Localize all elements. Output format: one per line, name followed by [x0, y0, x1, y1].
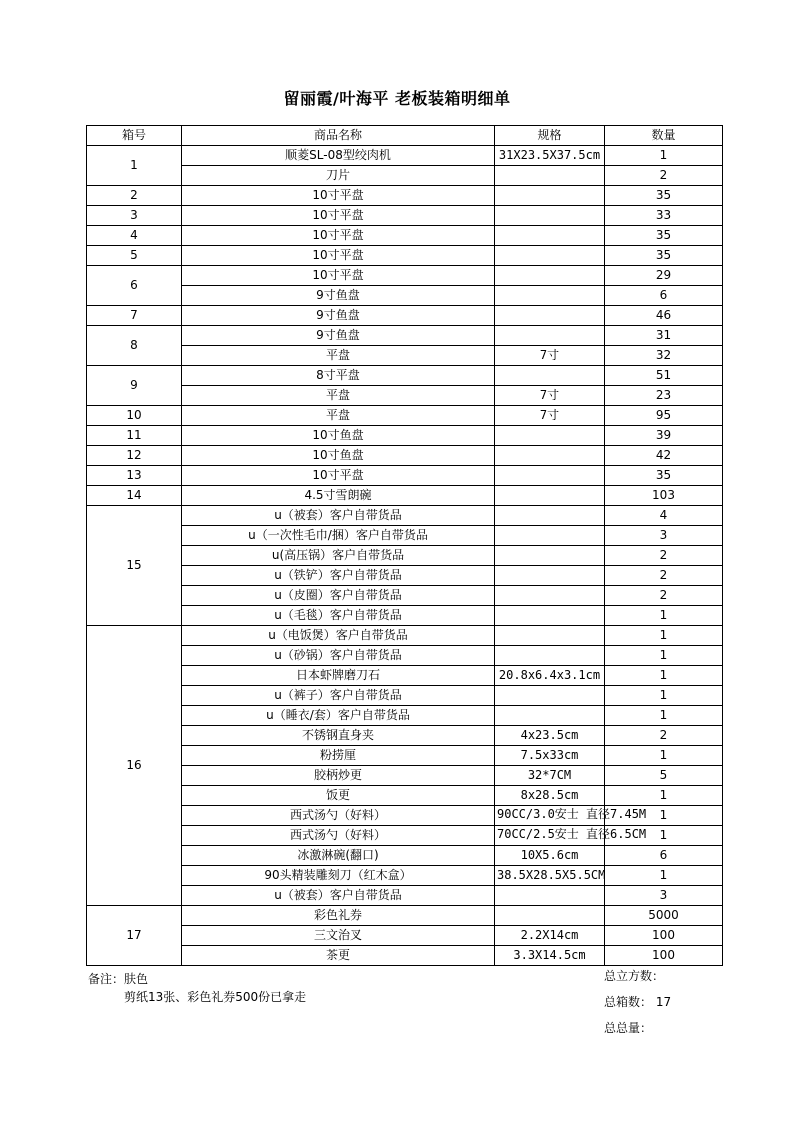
item-spec-cell [495, 886, 605, 906]
item-spec-cell: 7寸 [495, 346, 605, 366]
table-row [87, 346, 723, 366]
item-qty-cell: 1 [605, 826, 723, 846]
item-spec-cell [495, 466, 605, 486]
item-qty-cell: 2 [605, 166, 723, 186]
table-row [87, 506, 723, 526]
item-name-cell: 西式汤勺（好料） [182, 806, 495, 826]
table-row [87, 366, 723, 386]
item-spec-cell [495, 566, 605, 586]
header-box: 箱号 [87, 126, 182, 146]
table-row [87, 426, 723, 446]
item-name-cell: 10寸平盘 [182, 226, 495, 246]
table-row [87, 546, 723, 566]
table-row [87, 886, 723, 906]
box-number-cell: 8 [87, 326, 182, 366]
item-qty-cell: 1 [605, 666, 723, 686]
item-spec-cell [495, 266, 605, 286]
notes [88, 970, 306, 1006]
table-row [87, 866, 723, 886]
item-name-cell: 顺菱SL-08型绞肉机 [182, 146, 495, 166]
item-spec-cell [495, 526, 605, 546]
table-row [87, 906, 723, 926]
item-name-cell: 刀片 [182, 166, 495, 186]
item-spec-cell [495, 706, 605, 726]
item-qty-cell: 1 [605, 146, 723, 166]
table-body [87, 146, 723, 966]
table-row [87, 306, 723, 326]
item-qty-cell: 2 [605, 726, 723, 746]
item-spec-cell [495, 606, 605, 626]
table-row [87, 526, 723, 546]
table-row [87, 186, 723, 206]
item-spec-cell [495, 826, 647, 846]
item-spec-cell [495, 306, 605, 326]
table-row [87, 706, 723, 726]
item-name-cell: 9寸鱼盘 [182, 306, 495, 326]
item-name-cell: u(高压锅）客户自带货品 [182, 546, 495, 566]
item-qty-cell: 1 [605, 706, 723, 726]
table-row [87, 766, 723, 786]
table-row [87, 286, 723, 306]
item-name-cell: u（毛毯）客户自带货品 [182, 606, 495, 626]
table-row [87, 846, 723, 866]
header-spec: 规格 [495, 126, 605, 146]
item-name-cell: 10寸平盘 [182, 466, 495, 486]
table-row [87, 626, 723, 646]
total-boxes: 总箱数： 17 [604, 995, 672, 1009]
item-qty-cell: 31 [605, 326, 723, 346]
item-name-cell: u（裤子）客户自带货品 [182, 686, 495, 706]
total-volume: 总立方数： [604, 969, 665, 983]
item-qty-cell: 3 [605, 526, 723, 546]
item-spec-cell [495, 166, 605, 186]
item-qty-cell: 6 [605, 846, 723, 866]
item-qty-cell: 1 [605, 806, 723, 826]
item-name-cell: 粉捞厘 [182, 746, 495, 766]
item-name-cell: 茶更 [182, 946, 495, 966]
item-qty-cell: 100 [605, 946, 723, 966]
table-row [87, 806, 723, 826]
table-row [87, 606, 723, 626]
item-qty-cell: 1 [605, 746, 723, 766]
item-spec-cell [495, 906, 605, 926]
table-row [87, 686, 723, 706]
item-name-cell: 饭更 [182, 786, 495, 806]
item-name-cell: 8寸平盘 [182, 366, 495, 386]
item-spec-cell: 20.8x6.4x3.1cm [495, 666, 605, 686]
item-name-cell: 不锈钢直身夹 [182, 726, 495, 746]
table-row [87, 646, 723, 666]
table-row [87, 926, 723, 946]
table-row [87, 266, 723, 286]
item-spec-cell [495, 446, 605, 466]
box-number-cell: 17 [87, 906, 182, 966]
item-spec-cell [495, 426, 605, 446]
box-number-cell: 4 [87, 226, 182, 246]
table-row [87, 786, 723, 806]
item-name-cell: u（砂锅）客户自带货品 [182, 646, 495, 666]
table-row [87, 586, 723, 606]
item-spec-cell [495, 246, 605, 266]
box-number-cell: 1 [87, 146, 182, 186]
item-qty-cell: 51 [605, 366, 723, 386]
item-name-cell: 平盘 [182, 406, 495, 426]
item-qty-cell: 3 [605, 886, 723, 906]
item-qty-cell: 1 [605, 866, 723, 886]
table-row [87, 826, 723, 846]
header-row [87, 126, 723, 146]
item-spec-cell [495, 686, 605, 706]
item-qty-cell: 100 [605, 926, 723, 946]
item-spec-cell [495, 586, 605, 606]
item-qty-cell: 1 [605, 646, 723, 666]
box-number-cell: 2 [87, 186, 182, 206]
item-spec-cell: 4x23.5cm [495, 726, 605, 746]
item-qty-cell: 1 [605, 626, 723, 646]
item-name-cell: 三文治叉 [182, 926, 495, 946]
box-number-cell: 5 [87, 246, 182, 266]
table-row [87, 486, 723, 506]
table-row [87, 746, 723, 766]
table-row [87, 166, 723, 186]
table-row [87, 226, 723, 246]
item-name-cell: 冰激淋碗(翻口) [182, 846, 495, 866]
item-qty-cell: 95 [605, 406, 723, 426]
item-spec-cell [495, 226, 605, 246]
item-name-cell: 日本虾牌磨刀石 [182, 666, 495, 686]
notes-line-1: 备注：肤色 [88, 972, 149, 986]
item-qty-cell: 35 [605, 226, 723, 246]
item-qty-cell: 1 [605, 606, 723, 626]
item-qty-cell: 5000 [605, 906, 723, 926]
item-spec-cell [495, 486, 605, 506]
box-number-cell: 3 [87, 206, 182, 226]
table-row [87, 326, 723, 346]
item-qty-cell: 2 [605, 586, 723, 606]
box-number-cell: 15 [87, 506, 182, 626]
item-qty-cell: 42 [605, 446, 723, 466]
item-name-cell: 胶柄炒更 [182, 766, 495, 786]
item-spec-text: 70CC/2.5安士 直径6.5CM [497, 826, 647, 841]
item-qty-cell: 1 [605, 686, 723, 706]
notes-line-2: 剪纸13张、彩色礼券500份已拿走 [124, 990, 307, 1004]
item-spec-cell: 31X23.5X37.5cm [495, 146, 605, 166]
item-spec-cell [495, 326, 605, 346]
item-name-cell: 10寸鱼盘 [182, 426, 495, 446]
table-row [87, 946, 723, 966]
item-spec-cell: 7.5x33cm [495, 746, 605, 766]
box-number-cell: 10 [87, 406, 182, 426]
item-name-cell: 4.5寸雪朗碗 [182, 486, 495, 506]
item-spec-cell [495, 286, 605, 306]
item-qty-cell: 29 [605, 266, 723, 286]
item-name-cell: 平盘 [182, 386, 495, 406]
box-number-cell: 9 [87, 366, 182, 406]
box-number-cell: 6 [87, 266, 182, 306]
item-name-cell: u（被套）客户自带货品 [182, 886, 495, 906]
table-row [87, 206, 723, 226]
item-spec-cell [495, 646, 605, 666]
item-qty-cell: 103 [605, 486, 723, 506]
table-row [87, 566, 723, 586]
item-name-cell: 彩色礼券 [182, 906, 495, 926]
item-spec-cell: 38.5X28.5X5.5CM [495, 866, 605, 886]
item-spec-cell [495, 206, 605, 226]
item-spec-cell: 7寸 [495, 386, 605, 406]
item-name-cell: 西式汤勺（好料） [182, 826, 495, 846]
item-name-cell: 10寸平盘 [182, 186, 495, 206]
item-qty-cell: 35 [605, 246, 723, 266]
item-name-cell: 平盘 [182, 346, 495, 366]
item-spec-cell [495, 546, 605, 566]
table-row [87, 246, 723, 266]
box-number-cell: 7 [87, 306, 182, 326]
table-row [87, 386, 723, 406]
item-name-cell: 10寸平盘 [182, 266, 495, 286]
item-qty-cell: 46 [605, 306, 723, 326]
item-name-cell: u（被套）客户自带货品 [182, 506, 495, 526]
box-number-cell: 14 [87, 486, 182, 506]
item-qty-cell: 35 [605, 186, 723, 206]
table-row [87, 146, 723, 166]
item-spec-cell: 10X5.6cm [495, 846, 605, 866]
item-spec-cell [495, 506, 605, 526]
item-name-cell: 10寸鱼盘 [182, 446, 495, 466]
item-spec-cell: 3.3X14.5cm [495, 946, 605, 966]
header-qty: 数量 [605, 126, 723, 146]
box-number-cell: 12 [87, 446, 182, 466]
item-qty-cell: 33 [605, 206, 723, 226]
item-name-cell: u（一次性毛巾/捆）客户自带货品 [182, 526, 495, 546]
table-row [87, 726, 723, 746]
item-qty-cell: 39 [605, 426, 723, 446]
box-number-cell: 13 [87, 466, 182, 486]
total-weight: 总总量： [604, 1021, 653, 1035]
item-name-cell: u（铁铲）客户自带货品 [182, 566, 495, 586]
item-spec-cell: 8x28.5cm [495, 786, 605, 806]
item-spec-cell: 7寸 [495, 406, 605, 426]
item-spec-cell [495, 366, 605, 386]
table-row [87, 666, 723, 686]
box-number-cell: 16 [87, 626, 182, 906]
table-row [87, 466, 723, 486]
item-spec-cell: 2.2X14cm [495, 926, 605, 946]
box-number-cell: 11 [87, 426, 182, 446]
page-title: 留丽霞/叶海平 老板装箱明细单 [283, 89, 511, 108]
item-qty-cell: 23 [605, 386, 723, 406]
item-spec-cell: 32*7CM [495, 766, 605, 786]
item-spec-text: 90CC/3.0安士 直径7.45M [497, 806, 647, 821]
item-qty-cell: 32 [605, 346, 723, 366]
item-qty-cell: 5 [605, 766, 723, 786]
item-qty-cell: 2 [605, 546, 723, 566]
item-name-cell: u（皮圈）客户自带货品 [182, 586, 495, 606]
table-row [87, 406, 723, 426]
item-qty-cell: 35 [605, 466, 723, 486]
table-row [87, 446, 723, 466]
packing-list-table [86, 125, 723, 966]
item-qty-cell: 4 [605, 506, 723, 526]
item-name-cell: u（电饭煲）客户自带货品 [182, 626, 495, 646]
item-spec-cell [495, 186, 605, 206]
item-name-cell: 9寸鱼盘 [182, 286, 495, 306]
item-name-cell: 10寸平盘 [182, 246, 495, 266]
item-qty-cell: 2 [605, 566, 723, 586]
item-name-cell: 10寸平盘 [182, 206, 495, 226]
item-name-cell: 90头精装雕刻刀（红木盒） [182, 866, 495, 886]
item-name-cell: 9寸鱼盘 [182, 326, 495, 346]
item-spec-cell [495, 626, 605, 646]
item-spec-cell [495, 806, 647, 826]
item-qty-cell: 1 [605, 786, 723, 806]
item-name-cell: u（睡衣/套）客户自带货品 [182, 706, 495, 726]
item-qty-cell: 6 [605, 286, 723, 306]
summary [604, 968, 671, 1046]
header-name: 商品名称 [182, 126, 495, 146]
